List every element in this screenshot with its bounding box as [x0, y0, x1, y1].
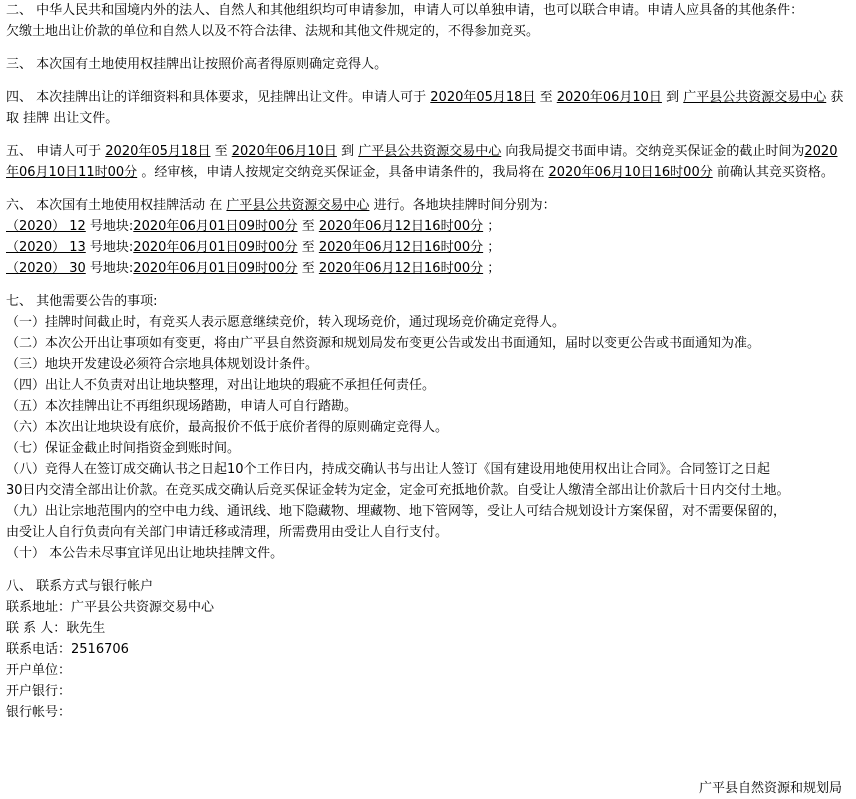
section-5-confirm-time: 2020年06月10日16时00分	[548, 165, 713, 180]
section-7-item: （九）出让宗地范围内的空中电力线、通讯线、地下隐藏物、埋藏物、地下管网等，受让人可结合规划设计方案保留，对不需要保留的，	[6, 504, 787, 519]
parcel-row	[6, 258, 844, 279]
section-4-start-date: 2020年05月18日	[430, 90, 536, 105]
account-holder: 开户单位：	[6, 663, 72, 678]
section-7-heading: 七、 其他需要公告的事项:	[6, 294, 158, 309]
parcel-row	[6, 237, 844, 258]
parcel-tail: ；	[487, 219, 501, 234]
contact-person: 联 系 人：耿先生	[6, 621, 106, 636]
section-7-item: （十） 本公告未尽事宜详见出让地块挂牌文件。	[6, 546, 284, 561]
section-8-heading: 八、 联系方式与银行帐户	[6, 579, 154, 594]
section-5-venue: 广平县公共资源交易中心	[358, 144, 502, 159]
section-7-item: （八）竞得人在签订成交确认书之日起10个工作日内，持成交确认书与出让人签订《国有建设用地使用权出让合同》。合同签订之日起	[6, 462, 771, 477]
section-7-item: （二）本次公开出让事项如有变更，将由广平县自然资源和规划局发布变更公告或发出书面通知，届时以变更公告或书面通知为准。	[6, 336, 761, 351]
section-3: 三、 本次国有土地使用权挂牌出让按照价高者得原则确定竞得人。	[6, 57, 388, 72]
section-2	[6, 0, 844, 42]
section-7	[6, 291, 844, 564]
section-5-start-date: 2020年05月18日	[105, 144, 211, 159]
section-6-intro	[6, 195, 844, 216]
parcel-end-time: 2020年06月12日16时00分	[318, 261, 484, 276]
parcel-label: 号地块:	[89, 261, 134, 276]
section-5-text-e: 。经审核，申请人按规定交纳竞买保证金，具备申请条件的，我局将在	[141, 165, 545, 180]
account-bank: 开户银行：	[6, 684, 72, 699]
issuer-signature: 广平县自然资源和规划局	[698, 781, 842, 796]
section-5-text-f: 前确认其竞买资格。	[716, 165, 834, 180]
section-5-text-a: 五、 申请人可于	[6, 144, 102, 159]
parcel-to: 至	[301, 261, 315, 276]
parcel-tail: ；	[487, 261, 501, 276]
section-7-item: 由受让人自行负责向有关部门申请迁移或清理，所需费用由受让人自行支付。	[6, 525, 449, 540]
section-4-text-a: 四、 本次挂牌出让的详细资料和具体要求，见挂牌出让文件。申请人可于	[6, 90, 427, 105]
section-4-text-b: 至	[539, 90, 553, 105]
section-4-text-d: 获取 挂牌 出让文件。	[6, 90, 844, 126]
section-8	[6, 576, 844, 723]
parcel-start-time: 2020年06月01日09时00分	[133, 261, 298, 276]
parcel-id: （2020） 30	[6, 261, 86, 276]
parcel-id: （2020） 12	[6, 219, 86, 234]
section-5-deposit-deadline: 2020年06月10日11时00分	[6, 144, 838, 180]
section-7-item: （七）保证金截止时间指资金到账时间。	[6, 441, 241, 456]
section-2-line-2: 欠缴土地出让价款的单位和自然人以及不符合法律、法规和其他文件规定的，不得参加竞买。	[6, 24, 540, 39]
section-2-line-1: 二、 中华人民共和国境内外的法人、自然人和其他组织均可申请参加，申请人可以单独申请，也可以联合申请。申请人应具备的其他条件：	[6, 3, 804, 18]
section-7-item: （五）本次挂牌出让不再组织现场踏勘，申请人可自行踏勘。	[6, 399, 358, 414]
parcel-start-time: 2020年06月01日09时00分	[133, 240, 298, 255]
parcel-row	[6, 216, 844, 237]
parcel-id: （2020） 13	[6, 240, 86, 255]
parcel-label: 号地块:	[89, 240, 134, 255]
section-7-item: （四）出让人不负责对出让地块整理，对出让地块的瑕疵不承担任何责任。	[6, 378, 436, 393]
section-4-venue: 广平县公共资源交易中心	[683, 90, 827, 105]
section-4-text-c: 到	[666, 90, 680, 105]
parcel-end-time: 2020年06月12日16时00分	[318, 240, 484, 255]
section-6-text-b: 进行。各地块挂牌时间分别为：	[373, 198, 556, 213]
parcel-label: 号地块:	[89, 219, 134, 234]
section-5	[6, 141, 844, 183]
account-number: 银行帐号：	[6, 705, 72, 720]
section-4-end-date: 2020年06月10日	[556, 90, 662, 105]
section-7-item: （三）地块开发建设必须符合宗地具体规划设计条件。	[6, 357, 319, 372]
section-7-item: （六）本次出让地块设有底价，最高报价不低于底价者得的原则确定竞得人。	[6, 420, 449, 435]
section-7-item: 30日内交清全部出让价款。在竞买成交确认后竞买保证金转为定金，定金可充抵地价款。自受让人缴清全部出让价款后十日内交付土地。	[6, 483, 790, 498]
parcel-tail: ；	[487, 240, 501, 255]
section-5-text-d: 向我局提交书面申请。交纳竞买保证金的截止时间为	[505, 144, 805, 159]
contact-address: 联系地址：广平县公共资源交易中心	[6, 600, 215, 615]
section-6-text-a: 六、 本次国有土地使用权挂牌活动 在	[6, 198, 223, 213]
parcel-to: 至	[301, 240, 315, 255]
section-5-text-b: 至	[214, 144, 228, 159]
section-6-venue: 广平县公共资源交易中心	[226, 198, 370, 213]
section-6	[6, 195, 844, 279]
section-7-item: （一）挂牌时间截止时，有竞买人表示愿意继续竞价，转入现场竞价，通过现场竞价确定竞得人。	[6, 315, 566, 330]
section-5-end-date: 2020年06月10日	[231, 144, 337, 159]
section-4	[6, 87, 844, 129]
parcel-end-time: 2020年06月12日16时00分	[318, 219, 484, 234]
parcel-start-time: 2020年06月01日09时00分	[133, 219, 298, 234]
parcel-to: 至	[301, 219, 315, 234]
contact-phone: 联系电话：2516706	[6, 642, 129, 657]
section-5-text-c: 到	[341, 144, 355, 159]
